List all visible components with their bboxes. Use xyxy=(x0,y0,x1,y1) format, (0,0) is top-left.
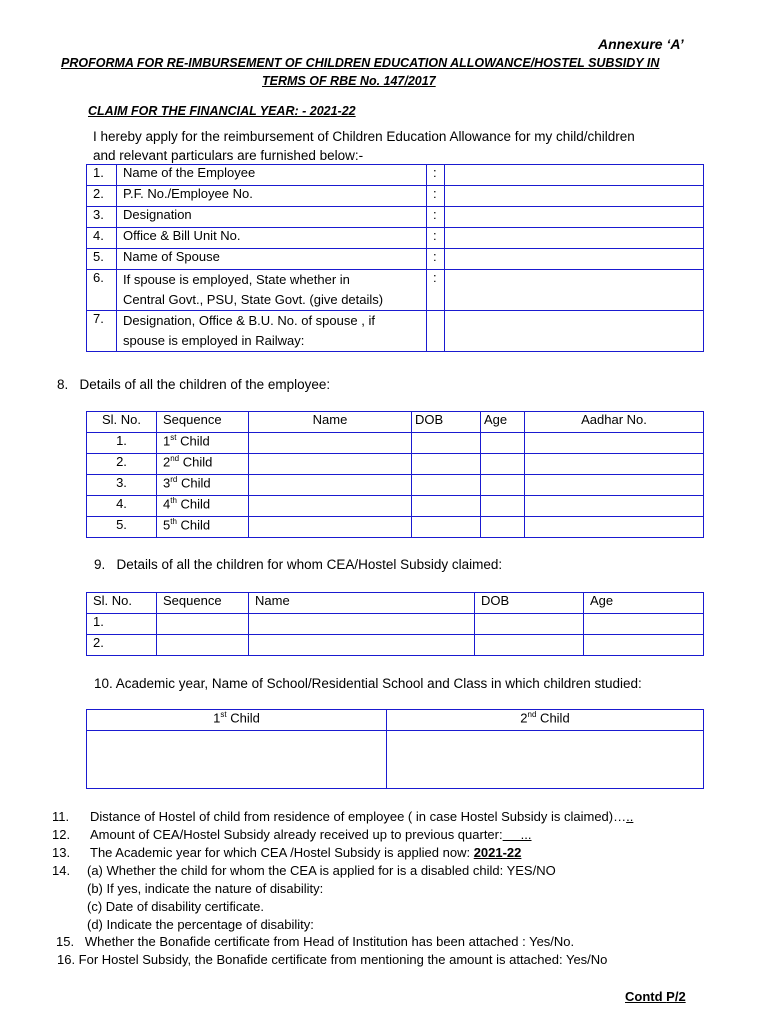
school-table xyxy=(86,709,704,789)
row-number: 4. xyxy=(87,228,117,249)
designation-field[interactable] xyxy=(445,207,704,228)
ordinal-word: Child xyxy=(536,710,570,726)
field-label: Name of Spouse xyxy=(117,249,427,270)
child-age-cell[interactable] xyxy=(481,496,525,517)
employee-name-field[interactable] xyxy=(445,165,704,186)
item-12 xyxy=(90,827,532,842)
claim-year: CLAIM FOR THE FINANCIAL YEAR: - 2021-22 xyxy=(88,104,356,118)
child-dob-cell[interactable] xyxy=(412,496,481,517)
table-row xyxy=(87,433,704,454)
section9-heading: 9. Details of all the children for whom CEA/Hostel Subsidy claimed: xyxy=(94,557,503,572)
row-number: 4. xyxy=(87,496,157,517)
col-header-sequence: Sequence xyxy=(157,593,249,614)
ordinal-word: Child xyxy=(179,454,213,470)
field-label: Name of the Employee xyxy=(117,165,427,186)
ordinal-suffix: st xyxy=(170,433,177,442)
item-14c: (c) Date of disability certificate. xyxy=(87,899,265,914)
pf-number-field[interactable] xyxy=(445,186,704,207)
row-number: 1. xyxy=(87,614,157,635)
ordinal-num: 1 xyxy=(213,710,221,726)
item-12-blank[interactable]: ... xyxy=(502,827,532,842)
col-header-age: Age xyxy=(584,593,704,614)
item-13-text: The Academic year for which CEA /Hostel Subsidy is applied now: xyxy=(90,845,474,860)
next-page-label: P/2 xyxy=(666,989,686,1004)
child-aadhar-cell[interactable] xyxy=(525,517,704,538)
row-number: 3. xyxy=(87,475,157,496)
section8-heading: 8. Details of all the children of the employee: xyxy=(57,377,331,392)
row-number: 3. xyxy=(87,207,117,228)
item-13 xyxy=(90,845,521,860)
row-number: 5. xyxy=(87,249,117,270)
table-row xyxy=(87,311,704,352)
row-number: 6. xyxy=(87,270,117,311)
sequence-cell xyxy=(157,496,249,517)
form-title-line1: PROFORMA FOR RE-IMBURSEMENT OF CHILDREN EDUCATION ALLOWANCE/HOSTEL SUBSIDY IN xyxy=(61,56,660,70)
first-child-school-cell[interactable] xyxy=(87,731,387,789)
child-dob-cell[interactable] xyxy=(412,454,481,475)
child-name-cell[interactable] xyxy=(249,433,412,454)
child-age-cell[interactable] xyxy=(481,454,525,475)
ordinal-suffix: rd xyxy=(170,475,178,484)
continued-note xyxy=(625,989,686,1004)
office-bill-unit-field[interactable] xyxy=(445,228,704,249)
col-header-slno: Sl. No. xyxy=(87,412,157,433)
col-header-name: Name xyxy=(249,593,475,614)
ordinal-word: Child xyxy=(176,496,211,512)
child-age-cell[interactable] xyxy=(481,517,525,538)
form-title-line2: TERMS OF RBE No. 147/2017 xyxy=(262,74,436,88)
intro-line1: I hereby apply for the reimbursement of Children Education Allowance for my child/children xyxy=(93,129,635,144)
item-11-text: Distance of Hostel of child from residence of employee ( in case Hostel Subsidy is claimed)… xyxy=(90,809,627,824)
child-aadhar-cell[interactable] xyxy=(525,454,704,475)
ordinal-num: 4 xyxy=(163,496,171,512)
table-row xyxy=(87,249,704,270)
col-header-slno: Sl. No. xyxy=(87,593,157,614)
sequence-cell xyxy=(157,475,249,496)
sequence-cell xyxy=(157,517,249,538)
col-header-first-child xyxy=(87,710,387,731)
table-row xyxy=(87,496,704,517)
second-child-school-cell[interactable] xyxy=(387,731,704,789)
item-16: 16. For Hostel Subsidy, the Bonafide certificate from mentioning the amount is attached: Yes/No xyxy=(57,952,608,967)
table-row xyxy=(87,454,704,475)
item-14d: (d) Indicate the percentage of disability: xyxy=(87,917,314,932)
table-row xyxy=(87,270,704,311)
child-aadhar-cell[interactable] xyxy=(525,475,704,496)
sequence-cell xyxy=(157,433,249,454)
table-row xyxy=(87,475,704,496)
item-11-blank[interactable]: .. xyxy=(626,809,634,824)
child-dob-cell[interactable] xyxy=(412,433,481,454)
colon xyxy=(427,311,445,352)
child-aadhar-cell[interactable] xyxy=(525,433,704,454)
child-age-cell[interactable] xyxy=(481,475,525,496)
item-14a: (a) Whether the child for whom the CEA is applied for is a disabled child: YES/NO xyxy=(87,863,556,878)
ordinal-num: 5 xyxy=(163,517,171,533)
ordinal-word: Child xyxy=(226,710,260,726)
col-header-dob: DOB xyxy=(412,412,481,433)
spouse-railway-field[interactable] xyxy=(445,311,704,352)
table-row xyxy=(87,517,704,538)
contd-label: Contd xyxy=(625,989,667,1004)
children-table xyxy=(86,411,704,538)
table-row xyxy=(87,207,704,228)
item-11-number: 11. xyxy=(52,809,70,824)
col-header-name: Name xyxy=(249,412,412,433)
dob-cell[interactable] xyxy=(475,635,584,656)
ordinal-suffix: th xyxy=(170,496,177,505)
colon: : xyxy=(427,165,445,186)
colon: : xyxy=(427,249,445,270)
colon: : xyxy=(427,228,445,249)
spouse-employment-field[interactable] xyxy=(445,270,704,311)
child-dob-cell[interactable] xyxy=(412,517,481,538)
child-name-cell[interactable] xyxy=(249,454,412,475)
ordinal-suffix: nd xyxy=(527,710,537,719)
age-cell[interactable] xyxy=(584,614,704,635)
dob-cell[interactable] xyxy=(475,614,584,635)
ordinal-word: Child xyxy=(176,433,210,449)
child-age-cell[interactable] xyxy=(481,433,525,454)
sequence-cell[interactable] xyxy=(157,635,249,656)
ordinal-suffix: th xyxy=(170,517,177,526)
row-number: 5. xyxy=(87,517,157,538)
table-row xyxy=(87,186,704,207)
col-header-dob: DOB xyxy=(475,593,584,614)
ordinal-num: 2 xyxy=(520,710,528,726)
row-number: 1. xyxy=(87,165,117,186)
table-header-row xyxy=(87,593,704,614)
ordinal-num: 1 xyxy=(163,433,171,449)
table-row xyxy=(87,165,704,186)
spouse-name-field[interactable] xyxy=(445,249,704,270)
section10-heading: 10. Academic year, Name of School/Residential School and Class in which children studied: xyxy=(94,676,642,691)
item-13-number: 13. xyxy=(52,845,71,860)
row-number: 2. xyxy=(87,454,157,475)
ordinal-suffix: st xyxy=(220,710,227,719)
particulars-table xyxy=(86,164,704,352)
field-label: Office & Bill Unit No. xyxy=(117,228,427,249)
name-cell[interactable] xyxy=(249,635,475,656)
annexure-label: Annexure ‘A’ xyxy=(598,36,684,52)
child-name-cell[interactable] xyxy=(249,517,412,538)
ordinal-num: 2 xyxy=(163,454,171,470)
child-aadhar-cell[interactable] xyxy=(525,496,704,517)
ordinal-suffix: nd xyxy=(170,454,180,463)
name-cell[interactable] xyxy=(249,614,475,635)
table-row xyxy=(87,228,704,249)
child-name-cell[interactable] xyxy=(249,496,412,517)
item-12-number: 12. xyxy=(52,827,71,842)
field-label-line1: If spouse is employed, State whether in xyxy=(123,272,350,287)
table-row xyxy=(87,635,704,656)
child-dob-cell[interactable] xyxy=(412,475,481,496)
item-12-text: Amount of CEA/Hostel Subsidy already received up to previous quarter: xyxy=(90,827,503,842)
claimed-children-table xyxy=(86,592,704,656)
table-row xyxy=(87,614,704,635)
field-label-line2: spouse is employed in Railway: xyxy=(123,333,305,348)
col-header-age: Age xyxy=(481,412,525,433)
age-cell[interactable] xyxy=(584,635,704,656)
field-label-line1: Designation, Office & B.U. No. of spouse , if xyxy=(123,313,375,328)
field-label: P.F. No./Employee No. xyxy=(117,186,427,207)
row-number: 2. xyxy=(87,635,157,656)
ordinal-word: Child xyxy=(177,475,211,491)
field-label: Designation xyxy=(117,207,427,228)
row-number: 2. xyxy=(87,186,117,207)
field-label xyxy=(117,311,427,352)
item-11 xyxy=(90,809,633,824)
child-name-cell[interactable] xyxy=(249,475,412,496)
field-label xyxy=(117,270,427,311)
colon: : xyxy=(427,186,445,207)
item-13-year: 2021-22 xyxy=(473,845,522,860)
sequence-cell[interactable] xyxy=(157,614,249,635)
colon: : xyxy=(427,207,445,228)
row-number: 7. xyxy=(87,311,117,352)
item-14b: (b) If yes, indicate the nature of disability: xyxy=(87,881,324,896)
row-number: 1. xyxy=(87,433,157,454)
col-header-aadhar: Aadhar No. xyxy=(525,412,704,433)
intro-line2: and relevant particulars are furnished below:- xyxy=(93,148,364,163)
table-header-row xyxy=(87,412,704,433)
table-header-row xyxy=(87,710,704,731)
ordinal-word: Child xyxy=(176,517,211,533)
table-row xyxy=(87,731,704,789)
sequence-cell xyxy=(157,454,249,475)
ordinal-num: 3 xyxy=(163,475,171,491)
col-header-sequence: Sequence xyxy=(157,412,249,433)
col-header-second-child xyxy=(387,710,704,731)
field-label-line2: Central Govt., PSU, State Govt. (give details) xyxy=(123,292,384,307)
colon: : xyxy=(427,270,445,311)
item-15: 15. Whether the Bonafide certificate from Head of Institution has been attached : Yes/No. xyxy=(56,934,575,949)
item-14-number: 14. xyxy=(52,863,71,878)
